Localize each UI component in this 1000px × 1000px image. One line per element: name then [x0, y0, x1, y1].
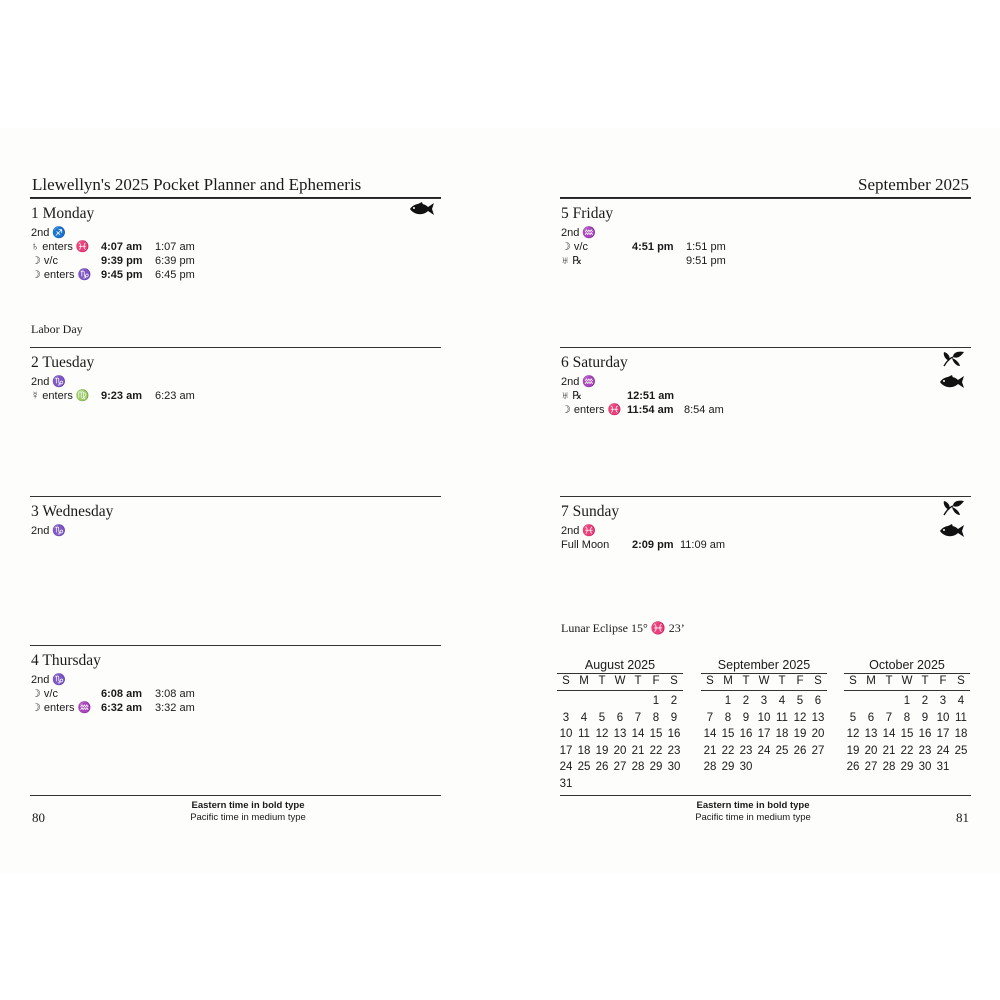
- calendar-day: 24: [559, 761, 573, 773]
- page-number: 80: [32, 810, 45, 825]
- leaf-icon: [935, 500, 965, 516]
- event-label: ☿ enters ♍: [31, 390, 90, 402]
- calendar-week-row: [557, 743, 683, 760]
- calendar-week-row: [844, 743, 970, 760]
- event-label: ☽ enters ♑: [31, 269, 92, 281]
- calendar-day: 12: [595, 728, 609, 740]
- calendar-day: 31: [936, 761, 950, 773]
- weekday-label: M: [866, 675, 876, 687]
- calendar-day: [880, 693, 898, 710]
- day-rule: [560, 347, 971, 348]
- event-label: ♅ ℞: [561, 390, 583, 402]
- calendar-week-row: [557, 759, 683, 776]
- event-label: 2nd ♑: [31, 674, 67, 686]
- calendar-day: 22: [721, 744, 735, 757]
- calendar-day: 20: [811, 728, 825, 740]
- calendar-day: [701, 693, 719, 710]
- day-block-tuesday: [30, 347, 441, 496]
- calendar-day: 5: [849, 711, 857, 724]
- right-page: [560, 128, 971, 873]
- calendar-day: 15: [649, 728, 663, 740]
- calendar-weekday-header: [557, 674, 683, 690]
- calendar-week-row: [844, 710, 970, 727]
- fish-icon: [405, 202, 435, 216]
- event-label: ☽ v/c: [561, 241, 588, 253]
- calendar-day: 3: [939, 695, 947, 707]
- calendar-day: [629, 693, 647, 710]
- calendar-day: 26: [846, 761, 860, 773]
- day-name: 4 Thursday: [31, 652, 101, 669]
- weekday-label: T: [885, 675, 893, 687]
- calendar-day: 17: [936, 728, 950, 740]
- eastern-time: 9:45 pm: [101, 269, 143, 281]
- calendar-day: 14: [882, 728, 896, 740]
- calendar-day: 25: [954, 744, 968, 757]
- calendar-day: [952, 759, 970, 776]
- calendar-day: 4: [957, 695, 965, 707]
- eastern-time: 6:08 am: [101, 688, 142, 700]
- calendar-day: 9: [921, 711, 929, 724]
- pacific-time: 9:51 pm: [686, 255, 726, 267]
- pacific-time-note: Pacific time in medium type: [695, 812, 811, 823]
- planner-title: Llewellyn's 2025 Pocket Planner and Ephemeris: [32, 175, 362, 194]
- calendar-day: [629, 776, 647, 793]
- calendar-day: 12: [846, 728, 860, 740]
- calendar-day: 4: [580, 711, 588, 724]
- time-legend: [663, 800, 843, 824]
- calendar-day: 7: [885, 711, 893, 724]
- calendar-week-row: [844, 726, 970, 743]
- eastern-time: 6:32 am: [101, 702, 142, 714]
- calendar-week-row: [701, 743, 827, 760]
- day-name: 3 Wednesday: [31, 503, 114, 520]
- pacific-time: 11:09 am: [680, 539, 726, 551]
- calendar-day: 23: [667, 744, 681, 757]
- day-icons: [935, 351, 965, 397]
- calendar-day: 28: [882, 761, 896, 773]
- calendar-day: 13: [811, 711, 825, 724]
- weekday-label: F: [939, 675, 947, 687]
- weekday-label: S: [706, 675, 714, 687]
- calendar-day: [844, 693, 862, 710]
- event-label: ☽ enters ♓: [561, 404, 622, 416]
- calendar-day: 24: [936, 744, 950, 757]
- calendar-day: 10: [936, 711, 950, 724]
- left-page: [30, 128, 441, 873]
- calendar-day: 13: [864, 728, 878, 740]
- event-label: ☽ v/c: [31, 255, 58, 267]
- calendar-day: 7: [634, 711, 642, 724]
- calendar-day: 18: [577, 744, 591, 757]
- calendar-day: [773, 759, 791, 776]
- mini-calendar-october: [844, 657, 970, 776]
- calendar-month-title: September 2025: [717, 658, 811, 672]
- eastern-time: 12:51 am: [627, 390, 675, 402]
- calendar-day: 9: [742, 711, 750, 724]
- calendar-week-row: [701, 693, 827, 710]
- pacific-time: 6:23 am: [155, 390, 195, 402]
- day-rule: [30, 347, 441, 348]
- calendar-day: 28: [703, 761, 717, 773]
- day-block-thursday: [30, 645, 441, 795]
- calendar-day: 18: [954, 728, 968, 740]
- day-rule: [30, 496, 441, 497]
- calendar-day: 23: [918, 744, 932, 757]
- day-block-friday: [560, 198, 971, 347]
- day-name: 6 Saturday: [561, 354, 628, 371]
- weekday-label: T: [598, 675, 606, 687]
- calendar-day: 30: [739, 761, 753, 773]
- calendar-day: 17: [559, 744, 573, 757]
- event-label: 2nd ♑: [31, 376, 67, 388]
- calendar-day: 7: [706, 711, 714, 724]
- calendar-month-title: August 2025: [584, 658, 656, 672]
- day-rule: [560, 496, 971, 497]
- calendar-day: 28: [631, 761, 645, 773]
- calendar-day: 15: [900, 728, 914, 740]
- pacific-time: 3:32 am: [155, 702, 195, 714]
- calendar-day: 22: [900, 744, 914, 757]
- day-rule: [30, 198, 441, 199]
- calendar-day: 21: [631, 744, 645, 757]
- footer-rule: [560, 795, 971, 796]
- day-rule: [30, 645, 441, 646]
- calendar-day: 12: [793, 711, 807, 724]
- calendar-day: 8: [724, 711, 732, 724]
- right-page-header: [560, 172, 971, 198]
- calendar-day: 21: [882, 744, 896, 757]
- calendar-day: 13: [613, 728, 627, 740]
- day-rule: [560, 198, 971, 199]
- calendar-day: 14: [631, 728, 645, 740]
- weekday-label: F: [796, 675, 804, 687]
- calendar-day: 16: [667, 728, 681, 740]
- calendar-day: 6: [867, 711, 875, 724]
- eastern-time: 11:54 am: [627, 404, 674, 416]
- calendar-day: 5: [796, 695, 804, 707]
- calendar-day: 21: [703, 744, 717, 757]
- calendar-day: 8: [652, 711, 660, 724]
- pacific-time: 8:54 am: [684, 404, 724, 416]
- calendar-weekday-header: [701, 674, 827, 690]
- event-label: 2nd ♒: [561, 376, 597, 388]
- calendar-day: 26: [595, 761, 609, 773]
- calendar-week-row: [557, 726, 683, 743]
- calendar-day: 5: [598, 711, 606, 724]
- event-label: 2nd ♐: [31, 227, 67, 239]
- day-name: 2 Tuesday: [31, 354, 95, 371]
- event-label: 2nd ♓: [561, 525, 597, 537]
- weekday-label: S: [849, 675, 857, 687]
- calendar-day: 20: [864, 744, 878, 757]
- calendar-day: 4: [778, 695, 786, 707]
- eastern-time: 2:09 pm: [632, 539, 674, 551]
- calendar-weekday-rule: [701, 690, 827, 691]
- calendar-day: 10: [559, 728, 573, 740]
- calendar-month-title: October 2025: [869, 658, 945, 672]
- calendar-weekday-rule: [557, 690, 683, 691]
- calendar-day: 11: [578, 728, 590, 740]
- calendar-day: 8: [903, 711, 911, 724]
- calendar-day: 6: [616, 711, 624, 724]
- calendar-day: 29: [721, 761, 735, 773]
- calendar-day: [575, 776, 593, 793]
- calendar-day: 31: [559, 777, 573, 790]
- leaf-icon: [935, 351, 965, 367]
- calendar-day: 27: [811, 744, 825, 757]
- calendar-day: 2: [670, 695, 678, 707]
- weekday-label: W: [901, 675, 913, 687]
- calendar-week-row: [557, 776, 683, 793]
- calendar-day: 26: [793, 744, 807, 757]
- fish-icon: [935, 375, 965, 389]
- weekday-label: T: [921, 675, 929, 687]
- calendar-day: 6: [814, 695, 822, 707]
- calendar-day: [593, 776, 611, 793]
- pacific-time-note: Pacific time in medium type: [190, 812, 306, 823]
- month-title: September 2025: [858, 175, 969, 194]
- calendar-day: 30: [918, 761, 932, 773]
- calendar-day: 24: [757, 744, 771, 757]
- calendar-day: 3: [562, 711, 570, 724]
- event-label: 2nd ♑: [31, 525, 67, 537]
- calendar-day: [593, 693, 611, 710]
- calendar-day: [557, 693, 575, 710]
- weekday-label: S: [670, 675, 678, 687]
- calendar-day: [791, 759, 809, 776]
- calendar-week-row: [557, 710, 683, 727]
- weekday-label: M: [723, 675, 733, 687]
- day-name: 7 Sunday: [561, 503, 620, 520]
- calendar-day: 22: [649, 744, 663, 757]
- event-label: ☽ v/c: [31, 688, 58, 700]
- event-label: Full Moon: [561, 539, 610, 551]
- calendar-day: [755, 759, 773, 776]
- calendar-week-row: [701, 726, 827, 743]
- calendar-week-row: [844, 693, 970, 710]
- day-icons: [935, 500, 965, 546]
- eastern-time: 4:07 am: [101, 241, 142, 253]
- calendar-day: 11: [955, 711, 967, 724]
- eastern-time-note: Eastern time in bold type: [696, 800, 810, 811]
- calendar-day: 2: [921, 695, 929, 707]
- time-legend: [158, 800, 338, 824]
- weekday-label: T: [634, 675, 642, 687]
- weekday-label: M: [579, 675, 589, 687]
- pacific-time: 6:45 pm: [155, 269, 195, 281]
- calendar-day: 19: [793, 728, 807, 740]
- weekday-label: S: [814, 675, 822, 687]
- calendar-day: 30: [667, 761, 681, 773]
- calendar-day: [611, 693, 629, 710]
- calendar-day: 17: [757, 728, 771, 740]
- calendar-day: 18: [775, 728, 789, 740]
- eastern-time: 9:23 am: [101, 390, 142, 402]
- pacific-time: 1:07 am: [155, 241, 195, 253]
- calendar-day: 14: [703, 728, 717, 740]
- calendar-day: 19: [595, 744, 609, 757]
- calendar-day: [611, 776, 629, 793]
- event-label: ♄ enters ♓: [31, 241, 90, 253]
- weekday-label: S: [957, 675, 965, 687]
- calendar-day: 15: [721, 728, 735, 740]
- calendar-day: 25: [775, 744, 789, 757]
- event-label: 2nd ♒: [561, 227, 597, 239]
- event-label: ☽ enters ♒: [31, 702, 92, 714]
- calendar-week-row: [701, 759, 827, 776]
- mini-calendar-september: [701, 657, 827, 776]
- calendar-week-row: [557, 693, 683, 710]
- calendar-weekday-header: [844, 674, 970, 690]
- calendar-day: 25: [577, 761, 591, 773]
- event-label: ♅ ℞: [561, 255, 583, 267]
- day-block-monday: [30, 198, 441, 347]
- mini-calendar-august: [557, 657, 683, 792]
- eastern-time: 9:39 pm: [101, 255, 143, 267]
- day-icons: [405, 202, 435, 224]
- calendar-day: 29: [649, 761, 663, 773]
- calendar-weekday-rule: [844, 690, 970, 691]
- day-note: Lunar Eclipse 15° ♓ 23’: [561, 621, 685, 635]
- pacific-time: 3:08 am: [155, 688, 195, 700]
- calendar-day: 11: [776, 711, 788, 724]
- day-name: 1 Monday: [31, 205, 95, 222]
- calendar-day: 27: [613, 761, 627, 773]
- weekday-label: T: [742, 675, 750, 687]
- day-block-saturday: [560, 347, 971, 496]
- day-block-sunday: [560, 496, 971, 645]
- weekday-label: F: [652, 675, 660, 687]
- weekday-label: T: [778, 675, 786, 687]
- calendar-day: [809, 759, 827, 776]
- calendar-day: 20: [613, 744, 627, 757]
- left-page-header: [30, 172, 441, 198]
- pacific-time: 1:51 pm: [686, 241, 726, 253]
- weekday-label: W: [614, 675, 626, 687]
- eastern-time: 4:51 pm: [632, 241, 674, 253]
- calendar-day: 1: [724, 695, 732, 707]
- calendar-week-row: [701, 710, 827, 727]
- calendar-day: 1: [903, 695, 911, 707]
- calendar-day: 27: [864, 761, 878, 773]
- pacific-time: 6:39 pm: [155, 255, 195, 267]
- weekday-label: S: [562, 675, 570, 687]
- weekday-label: W: [758, 675, 770, 687]
- day-name: 5 Friday: [561, 205, 614, 222]
- day-note: Labor Day: [31, 322, 83, 336]
- calendar-day: [575, 693, 593, 710]
- planner-spread: [0, 128, 1000, 873]
- calendar-day: 29: [900, 761, 914, 773]
- calendar-day: 9: [670, 711, 678, 724]
- footer-rule: [30, 795, 441, 796]
- calendar-day: 3: [760, 695, 768, 707]
- page-number: 81: [956, 810, 969, 825]
- calendar-day: 19: [846, 744, 860, 757]
- calendar-day: 10: [757, 711, 771, 724]
- fish-icon: [935, 524, 965, 538]
- day-block-wednesday: [30, 496, 441, 645]
- calendar-day: 2: [742, 695, 750, 707]
- calendar-day: 23: [739, 744, 753, 757]
- calendar-day: 16: [739, 728, 753, 740]
- calendar-day: [665, 776, 683, 793]
- eastern-time-note: Eastern time in bold type: [191, 800, 305, 811]
- calendar-week-row: [844, 759, 970, 776]
- calendar-day: [647, 776, 665, 793]
- calendar-day: [862, 693, 880, 710]
- calendar-day: 1: [652, 695, 660, 707]
- calendar-day: 16: [918, 728, 932, 740]
